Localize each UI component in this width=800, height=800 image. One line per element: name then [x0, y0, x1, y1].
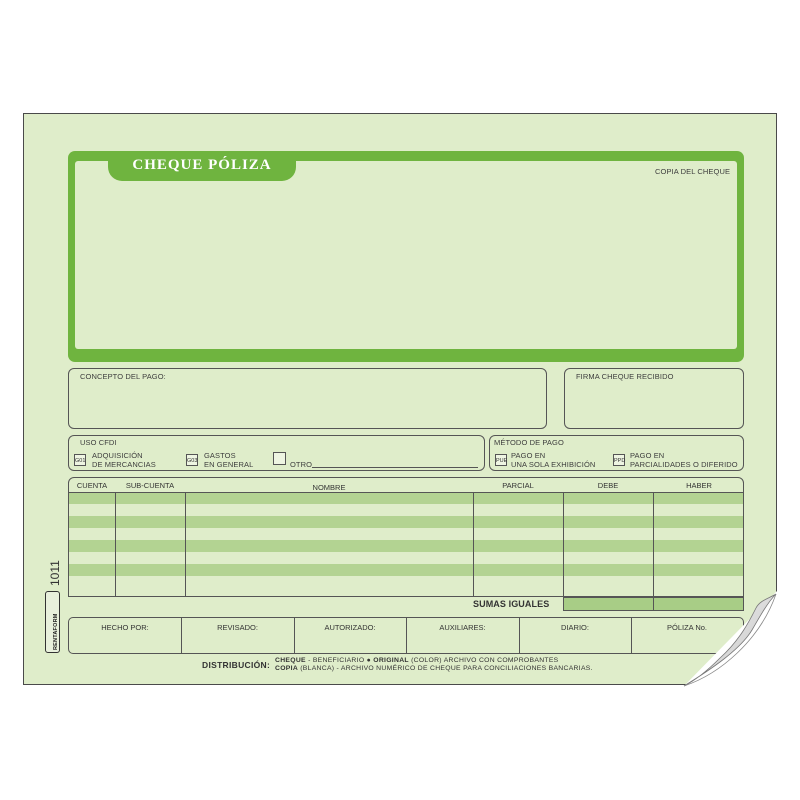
diario-label: DIARIO: — [561, 623, 589, 632]
copia-label: COPIA DEL CHEQUE — [655, 167, 731, 176]
col-header-sub-cuenta: SUB-CUENTA — [125, 481, 175, 490]
sumas-iguales-label: SUMAS IGUALES — [473, 599, 550, 609]
header-divider — [69, 492, 743, 493]
cheque-inner-panel — [75, 161, 737, 349]
pue-checkbox[interactable]: PUE — [495, 454, 507, 466]
page-curl-icon — [680, 590, 780, 690]
g03-checkbox[interactable]: G03 — [186, 454, 198, 466]
col-header-cuenta: CUENTA — [76, 481, 108, 490]
table-row — [69, 564, 743, 576]
autorizado-label: AUTORIZADO: — [324, 623, 376, 632]
g01-label: ADQUISICIÓN DE MERCANCIAS — [92, 451, 156, 469]
firma-label: FIRMA CHEQUE RECIBIDO — [576, 372, 674, 381]
pue-label: PAGO EN UNA SOLA EXHIBICIÓN — [511, 451, 596, 469]
column-divider — [185, 492, 186, 596]
poliza-no-label: PÓLIZA No. — [666, 623, 708, 632]
col-header-parcial: PARCIAL — [502, 481, 534, 490]
column-divider — [563, 492, 564, 596]
ppd-checkbox[interactable]: PPD — [613, 454, 625, 466]
col-header-nombre: NOMBRE — [312, 483, 346, 492]
hecho-por-label: HECHO POR: — [101, 623, 149, 632]
table-row — [69, 492, 743, 504]
uso-cfdi-label: USO CFDI — [80, 438, 117, 447]
column-divider — [115, 492, 116, 596]
otro-label: OTRO — [290, 460, 313, 469]
otro-checkbox[interactable] — [273, 452, 286, 465]
g01-checkbox[interactable]: G01 — [74, 454, 86, 466]
signature-row — [68, 617, 744, 654]
ppd-label: PAGO EN PARCIALIDADES O DIFERIDO — [630, 451, 738, 469]
table-row — [69, 540, 743, 552]
accounts-table — [68, 477, 744, 597]
otro-line[interactable] — [312, 467, 478, 468]
distribucion-line-1: CHEQUE - BENEFICIARIO ● ORIGINAL (COLOR) ARCHIVO CON COMPROBANTES — [275, 657, 559, 664]
table-row — [69, 516, 743, 528]
metodo-pago-label: MÉTODO DE PAGO — [494, 438, 564, 447]
col-header-debe: DEBE — [597, 481, 619, 490]
cheque-title: CHEQUE PÓLIZA — [132, 157, 272, 173]
brand-text: RENTAFORM — [53, 613, 59, 650]
brand-logo — [45, 591, 60, 653]
form-number: 1011 — [48, 560, 62, 586]
distribucion-line-2: COPIA (BLANCA) - ARCHIVO NUMÉRICO DE CHEQUE PARA CONCILIACIONES BANCARIAS. — [275, 665, 593, 672]
col-header-haber: HABER — [686, 481, 712, 490]
column-divider — [473, 492, 474, 596]
column-divider — [653, 492, 654, 596]
distribucion-label: DISTRIBUCIÓN: — [202, 660, 271, 670]
cheque-area — [68, 151, 744, 362]
sumas-debe-cell[interactable] — [563, 597, 654, 611]
concepto-label: CONCEPTO DEL PAGO: — [80, 372, 166, 381]
auxiliares-label: AUXILIARES: — [439, 623, 486, 632]
revisado-label: REVISADO: — [217, 623, 258, 632]
g03-label: GASTOS EN GENERAL — [204, 451, 254, 469]
